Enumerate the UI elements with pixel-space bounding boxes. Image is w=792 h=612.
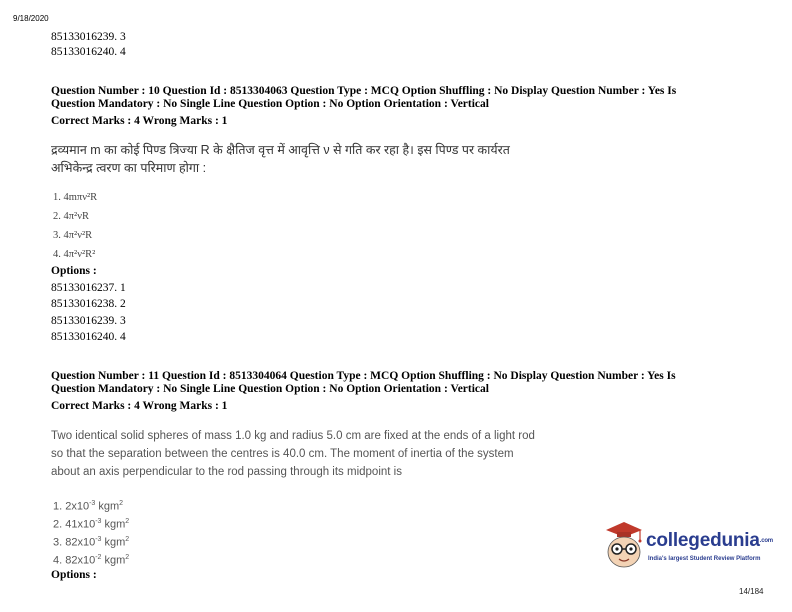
q11-question-text-line-2: so that the separation between the centres is 40.0 cm. The moment of inertia of the system: [51, 448, 514, 460]
q11-meta-line-1: Question Number : 11 Question Id : 8513304064 Question Type : MCQ Option Shuffling : No Display Question Number : Yes Is: [51, 370, 676, 382]
print-date: 9/18/2020: [13, 14, 49, 23]
q10-choice-4: 4. 4π²ν²R²: [53, 249, 96, 260]
collegedunia-watermark: [600, 518, 773, 574]
page-number: 14/184: [739, 587, 764, 596]
q11-meta-line-2: Question Mandatory : No Single Line Question Option : No Option Orientation : Vertical: [51, 383, 489, 395]
q10-marks: Correct Marks : 4 Wrong Marks : 1: [51, 115, 228, 127]
q10-option-id-2: 85133016238. 2: [51, 298, 126, 310]
q10-choice-1: 1. 4mπν²R: [53, 192, 98, 203]
q10-question-text-line-1: द्रव्यमान m का कोई पिण्ड त्रिज्या R के क्षैतिज वृत्त में आवृत्ति ν से गति कर रहा है। इस पिण्ड पर कार्यरत: [51, 143, 510, 157]
prev-option-id-3: 85133016239. 3: [51, 31, 126, 43]
q11-marks: Correct Marks : 4 Wrong Marks : 1: [51, 400, 228, 412]
q11-question-text-line-1: Two identical solid spheres of mass 1.0 kg and radius 5.0 cm are fixed at the ends of a light rod: [51, 430, 535, 442]
q10-choice-2: 2. 4π²νR: [53, 211, 89, 222]
q10-question-text-line-2: अभिकेन्द्र त्वरण का परिमाण होगा :: [51, 161, 207, 175]
q11-choice-1: 1. $2x10^{-3}$ kgm$^2$: [53, 500, 124, 513]
prev-option-id-4: 85133016240. 4: [51, 46, 126, 58]
q11-options-label: Options :: [51, 569, 97, 581]
owl-mascot-icon: [600, 518, 646, 574]
q11-choice-4: 4. $82x10^{-2}$ kgm$^2$: [53, 554, 130, 567]
q10-option-id-1: 85133016237. 1: [51, 282, 126, 294]
brand-name: collegedunia.com: [646, 530, 773, 551]
q10-options-label: Options :: [51, 265, 97, 277]
q10-option-id-4: 85133016240. 4: [51, 331, 126, 343]
brand-tagline: India's largest Student Review Platform: [648, 556, 761, 562]
q10-choice-3: 3. 4π²ν²R: [53, 230, 93, 241]
q10-option-id-3: 85133016239. 3: [51, 315, 126, 327]
q11-choice-2: 2. $41x10^{-3}$ kgm$^2$: [53, 518, 130, 531]
q10-meta-line-1: Question Number : 10 Question Id : 8513304063 Question Type : MCQ Option Shuffling : No Display Question Number : Yes Is: [51, 85, 677, 97]
q11-choice-3: 3. $82x10^{-3}$ kgm$^2$: [53, 536, 130, 549]
q10-meta-line-2: Question Mandatory : No Single Line Question Option : No Option Orientation : Vertical: [51, 98, 489, 110]
q11-question-text-line-3: about an axis perpendicular to the rod passing through its midpoint is: [51, 466, 402, 478]
